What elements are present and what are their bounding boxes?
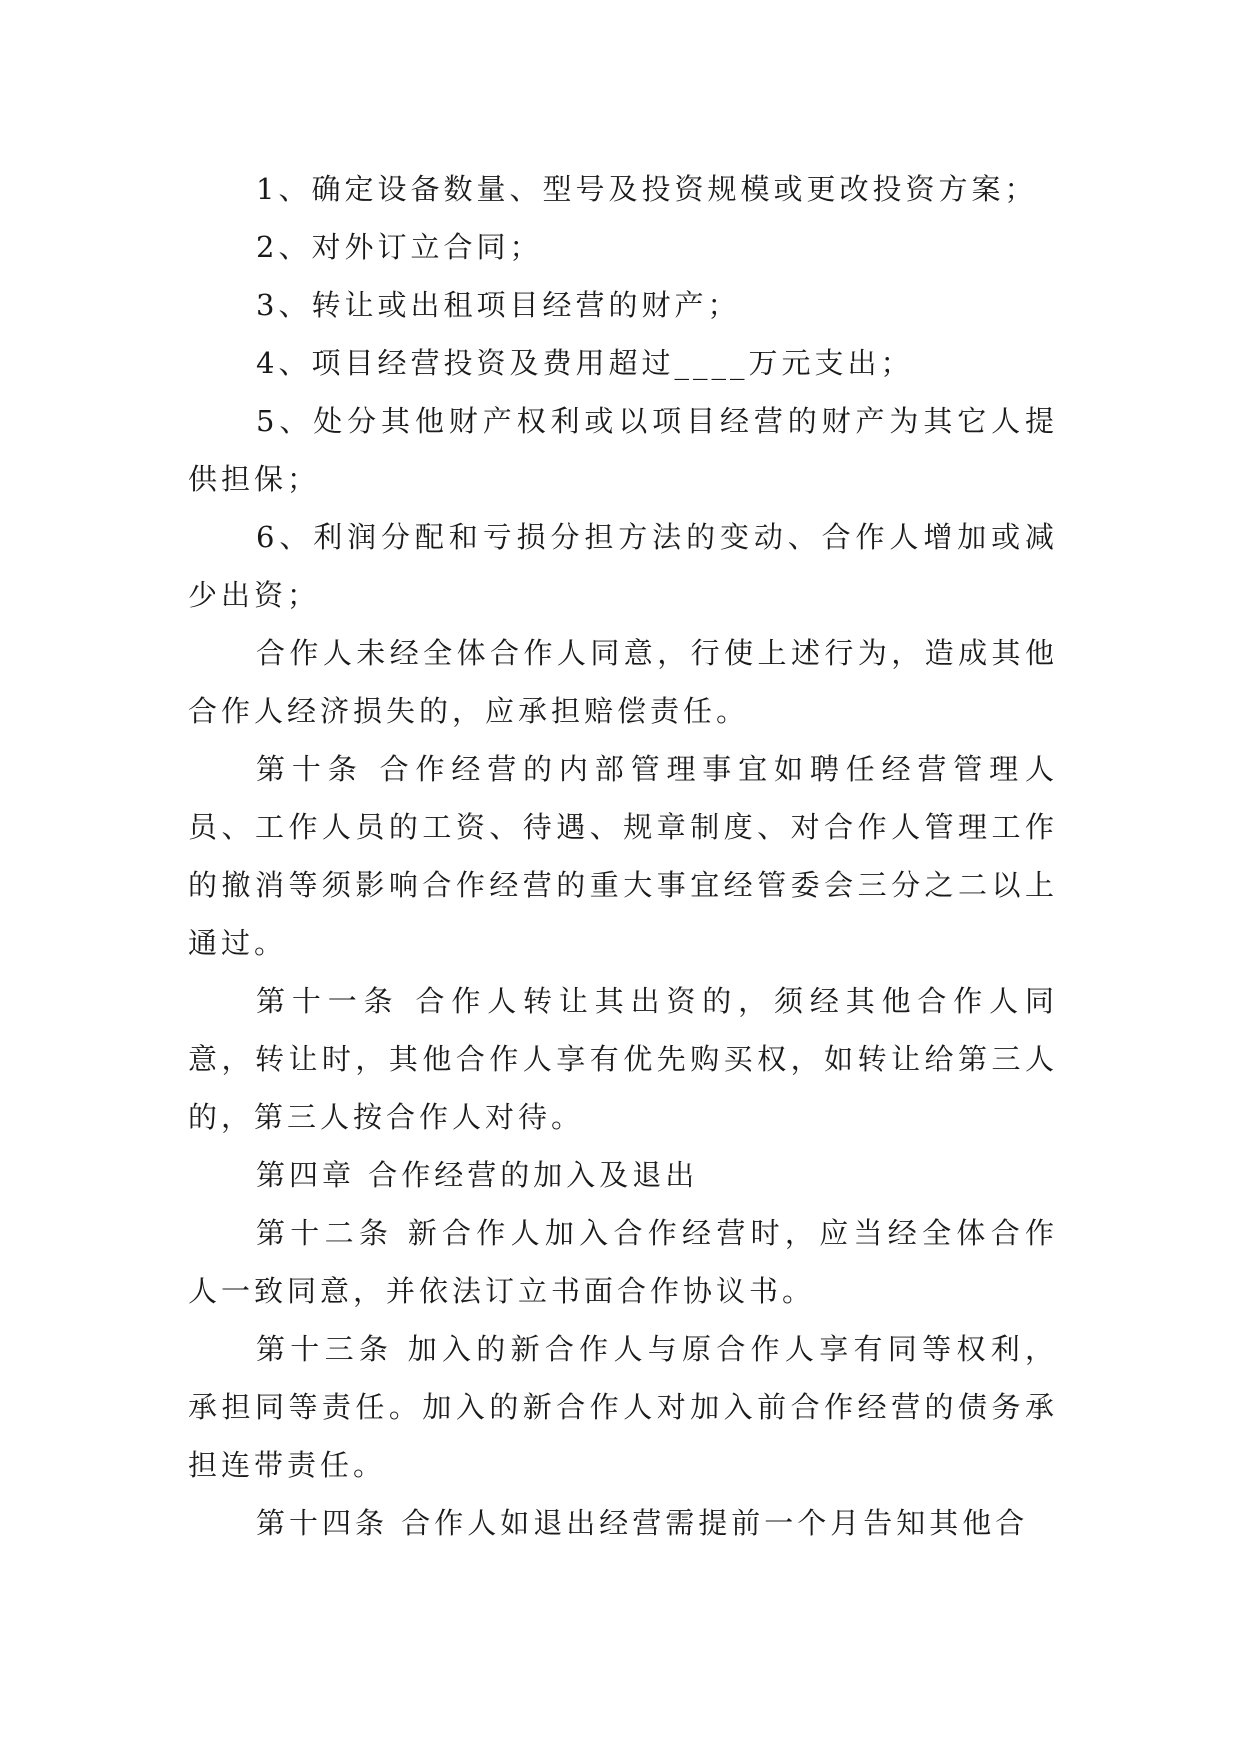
article-11-paragraph: 第十一条 合作人转让其出资的，须经其他合作人同意，转让时，其他合作人享有优先购买权，如转让给第三人的，第三人按合作人对待。 — [188, 984, 1058, 1134]
document-page — [188, 160, 1058, 1552]
article-10-paragraph: 第十条 合作经营的内部管理事宜如聘任经营管理人员、工作人员的工资、待遇、规章制度、对合作人管理工作的撤消等须影响合作经营的重大事宜经管委会三分之二以上通过。 — [188, 752, 1058, 960]
item-5-paragraph: 5、处分其他财产权利或以项目经营的财产为其它人提供担保； — [188, 404, 1058, 496]
item-2-paragraph: 2、对外订立合同； — [256, 230, 543, 264]
article-13-paragraph: 第十三条 加入的新合作人与原合作人享有同等权利，承担同等责任。加入的新合作人对加入前合作经营的债务承担连带责任。 — [188, 1332, 1058, 1482]
article-12-paragraph: 第十二条 新合作人加入合作经营时，应当经全体合作人一致同意，并依法订立书面合作协议书。 — [188, 1216, 1058, 1308]
item-1-paragraph: 1、确定设备数量、型号及投资规模或更改投资方案； — [256, 172, 1038, 206]
chapter-4-heading: 第四章 合作经营的加入及退出 — [256, 1158, 699, 1192]
liability-paragraph: 合作人未经全体合作人同意，行使上述行为，造成其他合作人经济损失的，应承担赔偿责任。 — [188, 636, 1058, 728]
item-6-paragraph: 6、利润分配和亏损分担方法的变动、合作人增加或减少出资； — [188, 520, 1058, 612]
item-4-paragraph: 4、项目经营投资及费用超过____万元支出； — [256, 346, 914, 380]
article-14-paragraph: 第十四条 合作人如退出经营需提前一个月告知其他合 — [256, 1506, 1029, 1540]
item-3-paragraph: 3、转让或出租项目经营的财产； — [256, 288, 741, 322]
